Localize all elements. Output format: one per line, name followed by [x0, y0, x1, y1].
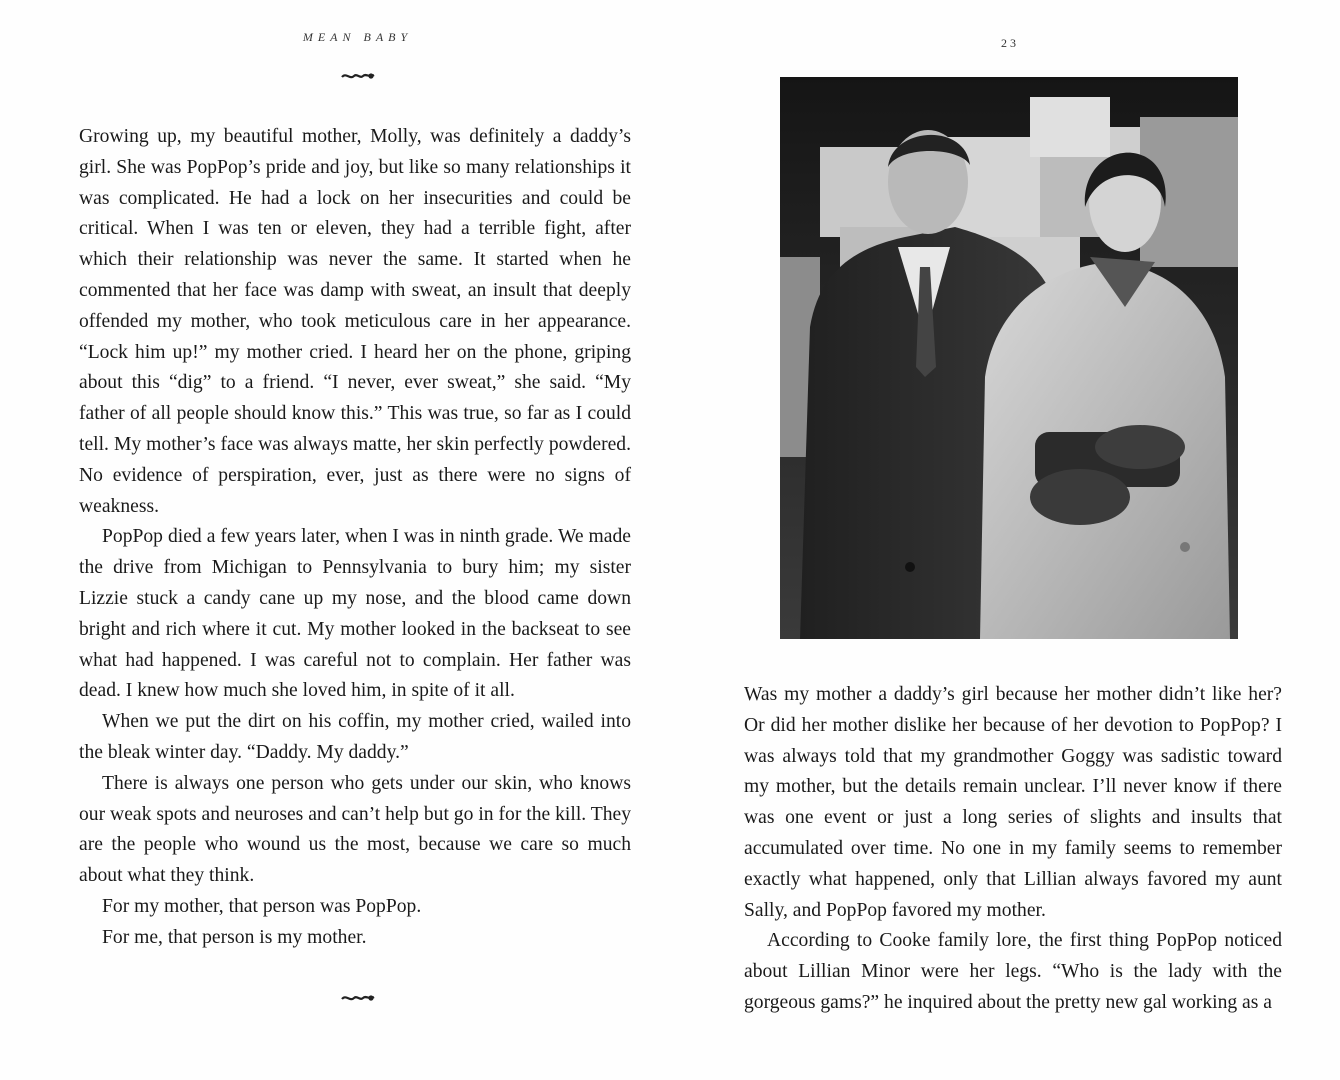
running-head: MEAN BABY	[302, 30, 413, 44]
right-page-text	[744, 680, 1282, 1019]
paragraph: There is always one person who gets under our skin, who knows our weak spots and neuroses and can’t help but go in for the kill. They are the people who wound us the most, because we care so much about what they think.	[79, 772, 631, 887]
paragraph: Growing up, my beautiful mother, Molly, was definitely a daddy’s girl. She was PopPop’s pride and joy, but like so many relationships it was complicated. He had a lock on her insecurities and could be critical. When I was ten or eleven, they had a terrible fight, after which their relationship was never the same. It started when he commented that her face was damp with sweat, an insult that deeply offended my mother, who took meticulous care in her appearance. “Lock him up!” my mother cried. I heard her on the phone, griping about this “dig” to a friend. “I never, ever sweat,” she said. “My father of all people should know this.” This was true, so far as I could tell. My mother’s face was always matte, her skin perfectly powdered. No evidence of perspiration, ever, just as there were no signs of weakness.	[79, 126, 631, 517]
family-photograph	[780, 77, 1238, 639]
paragraph: For my mother, that person was PopPop.	[102, 895, 422, 917]
paragraph: PopPop died a few years later, when I was in ninth grade. We made the drive from Michigan to Pennsylvania to bury him; my sister Lizzie stuck a candy cane up my nose, and the blood came down bright and rich where it cut. My mother looked in the backseat to see what had happened. I was careful not to complain. Her father was dead. I knew how much she loved him, in spite of it all.	[79, 526, 631, 702]
section-ornament-icon	[340, 992, 376, 1004]
paragraph: According to Cooke family lore, the first thing PopPop noticed about Lillian Minor were her legs. “Who is the lady with the gorgeous gams?” he inquired about the pretty new gal working as a	[744, 930, 1282, 1013]
section-ornament-icon	[340, 70, 376, 82]
left-page-text	[79, 122, 631, 954]
paragraph: For me, that person is my mother.	[102, 926, 367, 948]
page-number: 23	[1001, 36, 1019, 50]
paragraph: When we put the dirt on his coffin, my mother cried, wailed into the bleak winter day. “Daddy. My daddy.”	[79, 711, 631, 763]
paragraph: Was my mother a daddy’s girl because her mother didn’t like her? Or did her mother dislike her because of her devotion to PopPop? I was always told that my grandmother Goggy was sadistic toward my mother, but the details remain unclear. I’ll never know if there was one event or just a long series of slights and insults that accumulated over time. No one in my family seems to remember exactly what happened, only that Lillian always favored my aunt Sally, and PopPop favored my mother.	[744, 684, 1282, 921]
